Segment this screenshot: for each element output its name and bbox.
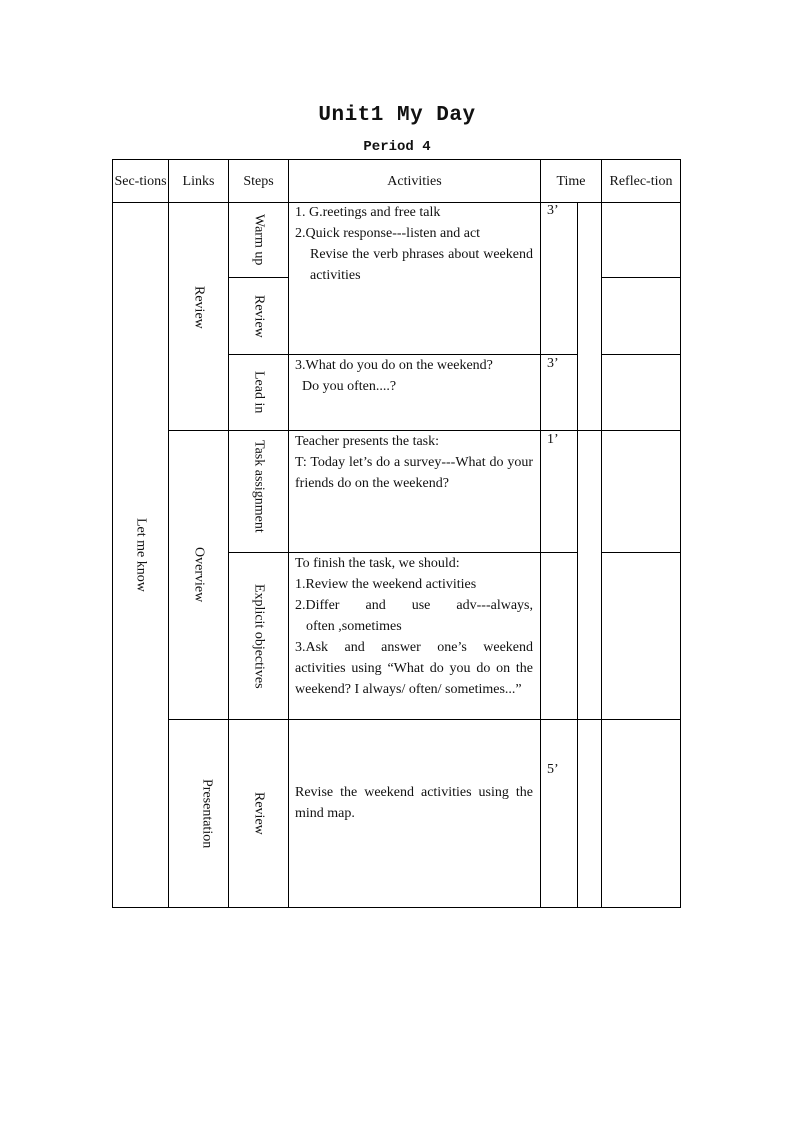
step-cell-warm-up <box>229 203 288 277</box>
link-label: Review <box>191 286 207 329</box>
activity-line: 3.Ask and answer one’s weekend activities using “What do you do on the weekend? I always/ often/ sometimes...” <box>295 640 533 697</box>
step-label: Review <box>251 294 267 338</box>
page-subtitle: Period 4 <box>363 139 431 155</box>
step-cell-review <box>229 278 288 354</box>
header-time: Time <box>556 173 586 189</box>
page-title: Unit1 My Day <box>318 104 476 127</box>
link-cell-review <box>169 203 228 430</box>
step-cell-task-assignment <box>229 431 288 541</box>
activity-line: Revise the verb phrases about weekend activities <box>310 247 533 283</box>
time-task: 1’ <box>547 432 559 447</box>
header-sections: Sec-tions <box>114 173 167 189</box>
activity-line: 1. G.reetings and free talk <box>295 205 441 220</box>
section-cell <box>113 203 168 907</box>
step-cell-explicit-objectives <box>229 553 288 719</box>
activity-objectives <box>295 553 533 700</box>
section-label: Let me know <box>133 518 149 592</box>
step-label: Task assignment <box>251 439 267 533</box>
activity-line: Do you often....? <box>302 379 397 394</box>
header-links: Links <box>182 173 215 189</box>
step-label: Explicit objectives <box>251 583 267 689</box>
header-steps: Steps <box>243 173 274 189</box>
activity-line: 2.Quick response---listen and act <box>295 226 481 241</box>
link-label: Overview <box>191 547 207 603</box>
activity-lead-in <box>295 355 533 397</box>
activity-line: T: Today let’s do a survey---What do your friends do on the weekend? <box>295 455 533 491</box>
activity-warm-up <box>295 202 533 286</box>
step-label: Lead in <box>251 371 267 414</box>
activity-line: To finish the task, we should: <box>295 556 460 571</box>
activity-line: 2.Differ and use adv---always, <box>295 598 533 613</box>
activity-line: 3.What do you do on the weekend? <box>295 358 493 373</box>
time-warm-up: 3’ <box>547 203 559 218</box>
activity-line: Revise the weekend activities using the mind map. <box>295 785 533 821</box>
step-cell-lead-in <box>229 355 288 430</box>
time-presentation: 5’ <box>547 762 559 777</box>
step-label: Warm up <box>251 214 267 266</box>
header-activities: Activities <box>387 173 442 189</box>
link-cell-presentation <box>185 720 228 907</box>
step-cell-review-2 <box>229 720 288 907</box>
link-label: Presentation <box>199 778 215 849</box>
activity-task <box>295 431 533 494</box>
header-reflection: Reflec-tion <box>609 173 673 189</box>
link-cell-overview <box>169 431 228 719</box>
activity-line: Teacher presents the task: <box>295 434 440 449</box>
step-label: Review <box>251 792 267 835</box>
time-lead-in: 3’ <box>547 356 559 371</box>
activity-presentation <box>295 782 533 824</box>
activity-line: 1.Review the weekend activities <box>295 577 477 592</box>
activity-line: often ,sometimes <box>306 619 402 634</box>
